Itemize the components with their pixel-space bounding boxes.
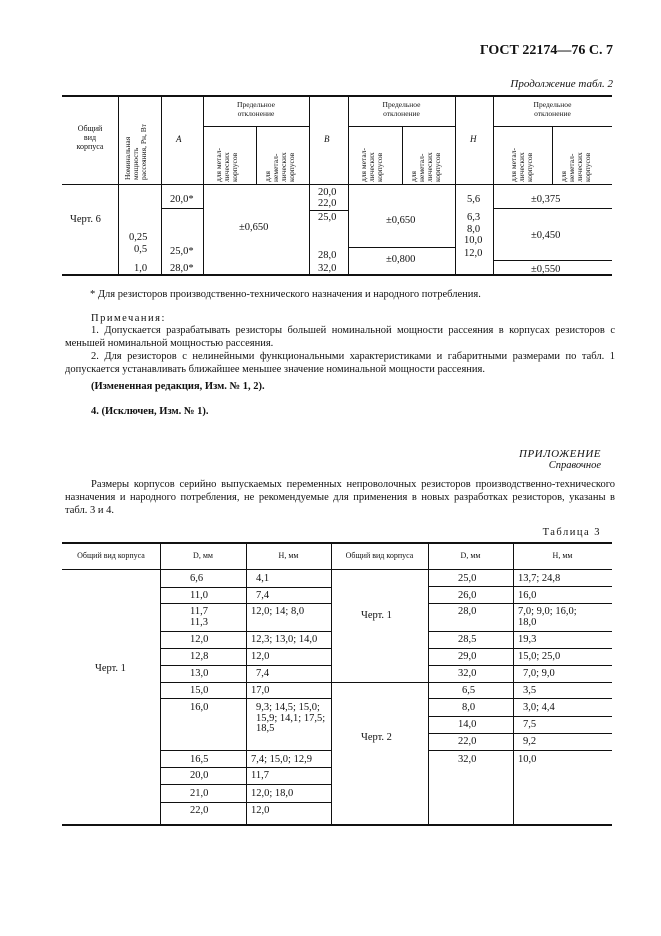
notes-title: Примечания: bbox=[91, 313, 166, 324]
t3-left-h: 7,4; 15,0; 12,9 bbox=[251, 754, 312, 765]
t3-left-h: 7,4 bbox=[256, 668, 270, 679]
note-1: 1. Допускается разрабатывать резисторы большей номинальной мощности рассеяния в корпусах резисторов с меньшей номинальной мощностью рассеяния. bbox=[65, 325, 615, 349]
h-value: 5,6 bbox=[467, 194, 481, 205]
sub-metal-b: для метал- лических корпусов bbox=[359, 148, 384, 182]
t3-right-h: 3,0; 4,4 bbox=[523, 702, 555, 713]
tol-title-a: Предельное отклонение bbox=[237, 100, 275, 118]
h-value: 10,0 bbox=[464, 235, 483, 246]
t3-left-d: 6,6 bbox=[190, 573, 204, 584]
h-value: 12,0 bbox=[464, 248, 483, 259]
sub-metal-a: для метал- лических корпусов bbox=[214, 148, 239, 182]
b-value: 32,0 bbox=[318, 263, 337, 274]
t3-right-h: 9,2 bbox=[523, 736, 537, 747]
col-header-power: Номинальная мощность рассеяния, Pн, Вт bbox=[123, 123, 148, 180]
item-4: 4. (Исключен, Изм. № 1). bbox=[91, 406, 209, 417]
power-value: 1,0 bbox=[134, 263, 148, 274]
b-tolerance: ±0,800 bbox=[386, 254, 416, 265]
t3-left-h: 12,0 bbox=[251, 805, 270, 816]
t3-left-d: 15,0 bbox=[190, 685, 209, 696]
t3-left-d: 12,0 bbox=[190, 634, 209, 645]
b-value: 20,0 bbox=[318, 187, 337, 198]
table-continuation-label: Продолжение табл. 2 bbox=[510, 78, 613, 90]
h-tolerance: ±0,550 bbox=[531, 264, 561, 275]
col-header-h: H bbox=[470, 134, 477, 144]
b-value: 25,0 bbox=[318, 212, 337, 223]
t3-left-h: 12,0 bbox=[251, 651, 270, 662]
t3-left-d: 11,0 bbox=[190, 590, 208, 601]
h-value: 6,3 bbox=[467, 212, 481, 223]
t3-left-d: 12,8 bbox=[190, 651, 209, 662]
sub-nonmetal-h: для неметал- лических корпусов bbox=[559, 152, 592, 182]
a-value: 25,0* bbox=[170, 246, 194, 257]
a-value: 20,0* bbox=[170, 194, 194, 205]
a-value: 28,0* bbox=[170, 263, 194, 274]
t3-right-d: 29,0 bbox=[458, 651, 477, 662]
t3-right-group-1: Черт. 1 bbox=[361, 610, 392, 621]
b-value: 22,0 bbox=[318, 198, 337, 209]
t3-left-h: 12,3; 13,0; 14,0 bbox=[251, 634, 318, 645]
footnote: * Для резисторов производственно-технического назначения и народного потребления. bbox=[90, 289, 481, 300]
t3-left-d: 16,5 bbox=[190, 754, 209, 765]
h-value: 8,0 bbox=[467, 224, 481, 235]
col-header-a: A bbox=[176, 134, 182, 144]
t3-right-d: 32,0 bbox=[458, 668, 477, 679]
t3-left-d: 21,0 bbox=[190, 788, 209, 799]
t3-right-h: 3,5 bbox=[523, 685, 537, 696]
t3-right-d: 14,0 bbox=[458, 719, 477, 730]
t3-right-d: 22,0 bbox=[458, 736, 477, 747]
t3-header-d-right: D, мм bbox=[460, 551, 481, 560]
t3-right-h: 13,7; 24,8 bbox=[518, 573, 561, 584]
edit-note: (Измененная редакция, Изм. № 1, 2). bbox=[91, 381, 265, 392]
tol-title-b: Предельное отклонение bbox=[382, 100, 421, 118]
b-value: 28,0 bbox=[318, 250, 337, 261]
t3-header-d-left: D, мм bbox=[193, 551, 213, 560]
t3-right-h: 19,3 bbox=[518, 634, 537, 645]
table-3-caption: Таблица 3 bbox=[542, 527, 601, 538]
t3-right-d: 6,5 bbox=[462, 685, 476, 696]
t3-right-d: 25,0 bbox=[458, 573, 477, 584]
type-value: Черт. 6 bbox=[70, 214, 101, 225]
col-header-type: Общий вид корпуса bbox=[76, 124, 104, 151]
t3-right-h: 15,0; 25,0 bbox=[518, 651, 561, 662]
power-value: 0,25 bbox=[129, 232, 148, 243]
appendix-title: ПРИЛОЖЕНИЕ bbox=[519, 448, 601, 460]
t3-left-h: 17,0 bbox=[251, 685, 270, 696]
t3-right-d: 28,5 bbox=[458, 634, 477, 645]
h-tolerance: ±0,375 bbox=[531, 194, 561, 205]
t3-right-h: 7,0; 9,0; 16,0; 18,0 bbox=[518, 606, 577, 628]
sub-nonmetal-a: для неметал- лических корпусов bbox=[263, 152, 296, 182]
t3-left-d: 20,0 bbox=[190, 770, 209, 781]
t3-left-group: Черт. 1 bbox=[95, 663, 126, 674]
t3-left-d: 11,7 11,3 bbox=[190, 606, 208, 628]
t3-right-d: 26,0 bbox=[458, 590, 477, 601]
t3-right-h: 7,5 bbox=[523, 719, 537, 730]
t3-header-type-right: Общий вид корпуса bbox=[345, 551, 414, 560]
t3-header-type-left: Общий вид корпуса bbox=[77, 551, 145, 560]
t3-left-h: 4,1 bbox=[256, 573, 270, 584]
t3-right-h: 16,0 bbox=[518, 590, 537, 601]
t3-left-h: 7,4 bbox=[256, 590, 270, 601]
t3-right-d: 8,0 bbox=[462, 702, 476, 713]
sub-metal-h: для метал- лических корпусов bbox=[509, 148, 534, 182]
t3-right-h: 10,0 bbox=[518, 754, 537, 765]
a-tolerance: ±0,650 bbox=[239, 222, 269, 233]
t3-right-group-2: Черт. 2 bbox=[361, 732, 392, 743]
intro-text: Размеры корпусов серийно выпускаемых переменных непроволочных резисторов производственно-технического назначения и народного потребления, не рекомендуемые для применения в новых разработках резисторов, указаны в табл. 3 и 4. bbox=[65, 479, 615, 516]
tol-title-h: Предельное отклонение bbox=[533, 100, 572, 118]
power-value: 0,5 bbox=[134, 244, 148, 255]
t3-left-h: 12,0; 18,0 bbox=[251, 788, 294, 799]
t3-left-h: 12,0; 14; 8,0 bbox=[251, 606, 305, 617]
t3-left-h: 11,7 bbox=[251, 770, 269, 781]
t3-left-d: 16,0 bbox=[190, 702, 209, 713]
t3-left-h: 9,3; 14,5; 15,0; 15,9; 14,1; 17,5; 18,5 bbox=[256, 702, 326, 734]
page-header: ГОСТ 22174—76 С. 7 bbox=[479, 43, 613, 58]
t3-left-d: 22,0 bbox=[190, 805, 209, 816]
t3-header-h-left: H, мм bbox=[278, 551, 299, 560]
note-2: 2. Для резисторов с нелинейными функциональными характеристиками и габаритными размерами по табл. 1 допускается устанавливать ближайшее меньшее значение номинальной мощности рассеяния. bbox=[65, 351, 615, 375]
appendix-subtitle: Справочное bbox=[548, 460, 601, 471]
t3-right-d: 32,0 bbox=[458, 754, 477, 765]
h-tolerance: ±0,450 bbox=[531, 230, 561, 241]
b-tolerance: ±0,650 bbox=[386, 215, 416, 226]
t3-left-d: 13,0 bbox=[190, 668, 209, 679]
t3-right-h: 7,0; 9,0 bbox=[523, 668, 555, 679]
col-header-b: B bbox=[324, 134, 330, 144]
t3-header-h-right: H, мм bbox=[552, 551, 573, 560]
sub-nonmetal-b: для неметал- лических корпусов bbox=[409, 152, 442, 182]
t3-right-d: 28,0 bbox=[458, 606, 477, 617]
